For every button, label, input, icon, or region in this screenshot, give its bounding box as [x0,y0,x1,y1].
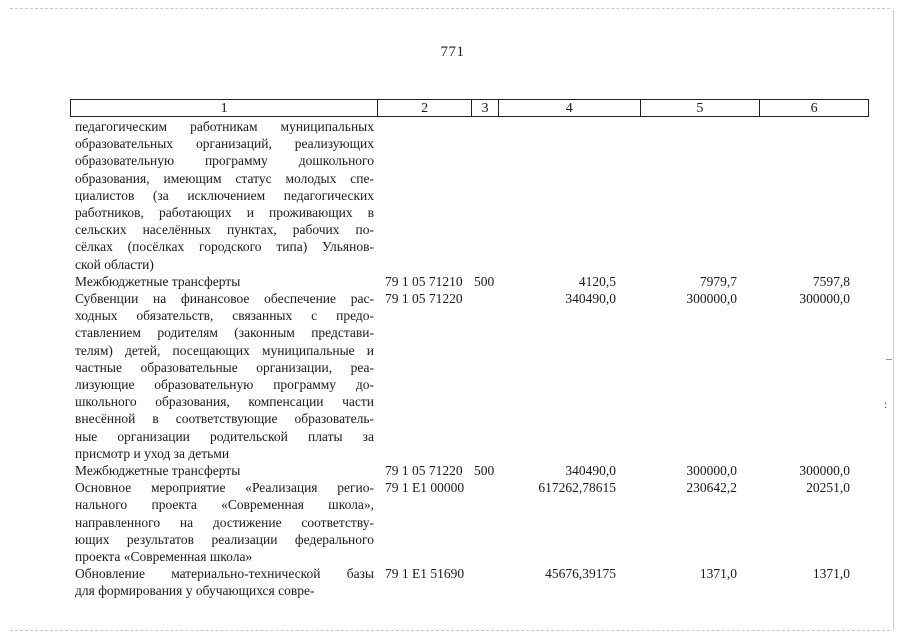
row-name-line: лизующие образовательную программу до- [75,377,374,393]
row-type [474,565,513,599]
row-type [474,118,513,273]
row-name [75,273,374,290]
row-value-2021: 1371,0 [812,566,850,582]
row-name-line: телям) детей, посещающих муниципальные и [75,342,374,358]
row-name-line: сёлках (посёлках городского типа) Ульянов- [75,239,374,255]
row-value-2020: 230642,2 [686,480,737,496]
table-row [75,273,875,290]
row-name-line: нального проекта «Современная школа», [75,497,374,513]
row-name [75,462,374,479]
header-col-1: 1 [71,100,378,116]
header-col-3: 3 [472,100,499,116]
row-name-line: Межбюджетные трансферты [75,463,241,479]
margin-mark: – [886,351,892,365]
row-name-line: направленного на достижение соответству- [75,514,374,530]
row-type: 500 [474,463,495,479]
row-name-line: школьного образования, компенсации части [75,394,374,410]
scan-edge-right [893,10,894,630]
row-name-line: Основное мероприятие «Реализация регио- [75,480,374,496]
row-value-2021 [737,118,850,273]
row-value-2020 [616,118,737,273]
table-row [75,290,875,462]
row-name-line: проекта «Современная школа» [75,549,253,565]
row-type [474,479,513,565]
row-code: 79 1 E1 00000 [385,480,465,496]
margin-mark: : [884,397,888,411]
row-value-2020: 7979,7 [699,273,737,289]
row-name-line: Обновление материально-технической базы [75,566,374,582]
row-name-line: образовательную программу дошкольного [75,153,374,169]
row-value-2021: 20251,0 [806,480,850,496]
row-name [75,479,374,565]
header-col-4: 4 [499,100,641,116]
scan-edge-bottom [10,630,890,631]
page-number: 771 [440,44,465,60]
table-row [75,462,875,479]
row-name-line: сельских населённых пунктах, рабочих по- [75,222,374,238]
row-value-2019: 340490,0 [565,291,616,307]
row-name-line: ставлением родителям (законным представи- [75,325,374,341]
header-col-2: 2 [378,100,472,116]
table-row [75,118,875,273]
row-name-line: образования, имеющим статус молодых спе- [75,170,374,186]
row-code: 79 1 E1 51690 [385,566,465,582]
row-value-2019: 45676,39175 [545,566,616,582]
row-name-line: работников, работающих и проживающих в [75,205,374,221]
row-value-2020: 300000,0 [686,463,737,479]
row-value-2021: 300000,0 [799,291,850,307]
row-name-line: частные образовательные организации, реа- [75,359,374,375]
row-type: 500 [474,273,495,289]
row-name-line: ные организации родительской платы за [75,428,374,444]
row-code: 79 1 05 71220 [385,463,463,479]
table-header [70,99,869,117]
row-name-line: ской области) [75,256,154,272]
row-name-line: ющих результатов реализации федерального [75,531,374,547]
row-name [75,565,374,599]
row-type [474,290,513,462]
table-body [75,118,875,600]
row-name-line: циалистов (за исключением педагогических [75,187,374,203]
row-value-2020: 1371,0 [699,566,737,582]
row-name-line: внесённой в соответствующие образователь- [75,411,374,427]
row-name-line: Межбюджетные трансферты [75,273,241,289]
row-name [75,290,374,462]
row-code: 79 1 05 71220 [385,291,463,307]
table-row [75,565,875,599]
row-value-2021: 7597,8 [812,273,850,289]
scan-edge-top [10,8,890,9]
row-name-line: образовательных организаций, реализующих [75,136,374,152]
row-value-2021: 300000,0 [799,463,850,479]
row-name-line: Субвенции на финансовое обеспечение рас- [75,291,374,307]
row-value-2019: 617262,78615 [538,480,616,496]
table-row [75,479,875,565]
row-value-2019: 4120,5 [578,273,616,289]
row-name [75,118,374,273]
row-code: 79 1 05 71210 [385,273,463,289]
header-col-5: 5 [641,100,761,116]
row-value-2019 [513,118,616,273]
row-name-line: присмотр и уход за детьми [75,445,230,461]
header-col-6: 6 [810,101,818,116]
row-name-line: для формирования у обучающихся совре- [75,583,315,599]
row-value-2019: 340490,0 [565,463,616,479]
row-name-line: педагогическим работникам муниципальных [75,119,374,134]
row-name-line: ходных обязательств, связанных с предо- [75,308,374,324]
row-code [374,118,474,273]
row-value-2020: 300000,0 [686,291,737,307]
